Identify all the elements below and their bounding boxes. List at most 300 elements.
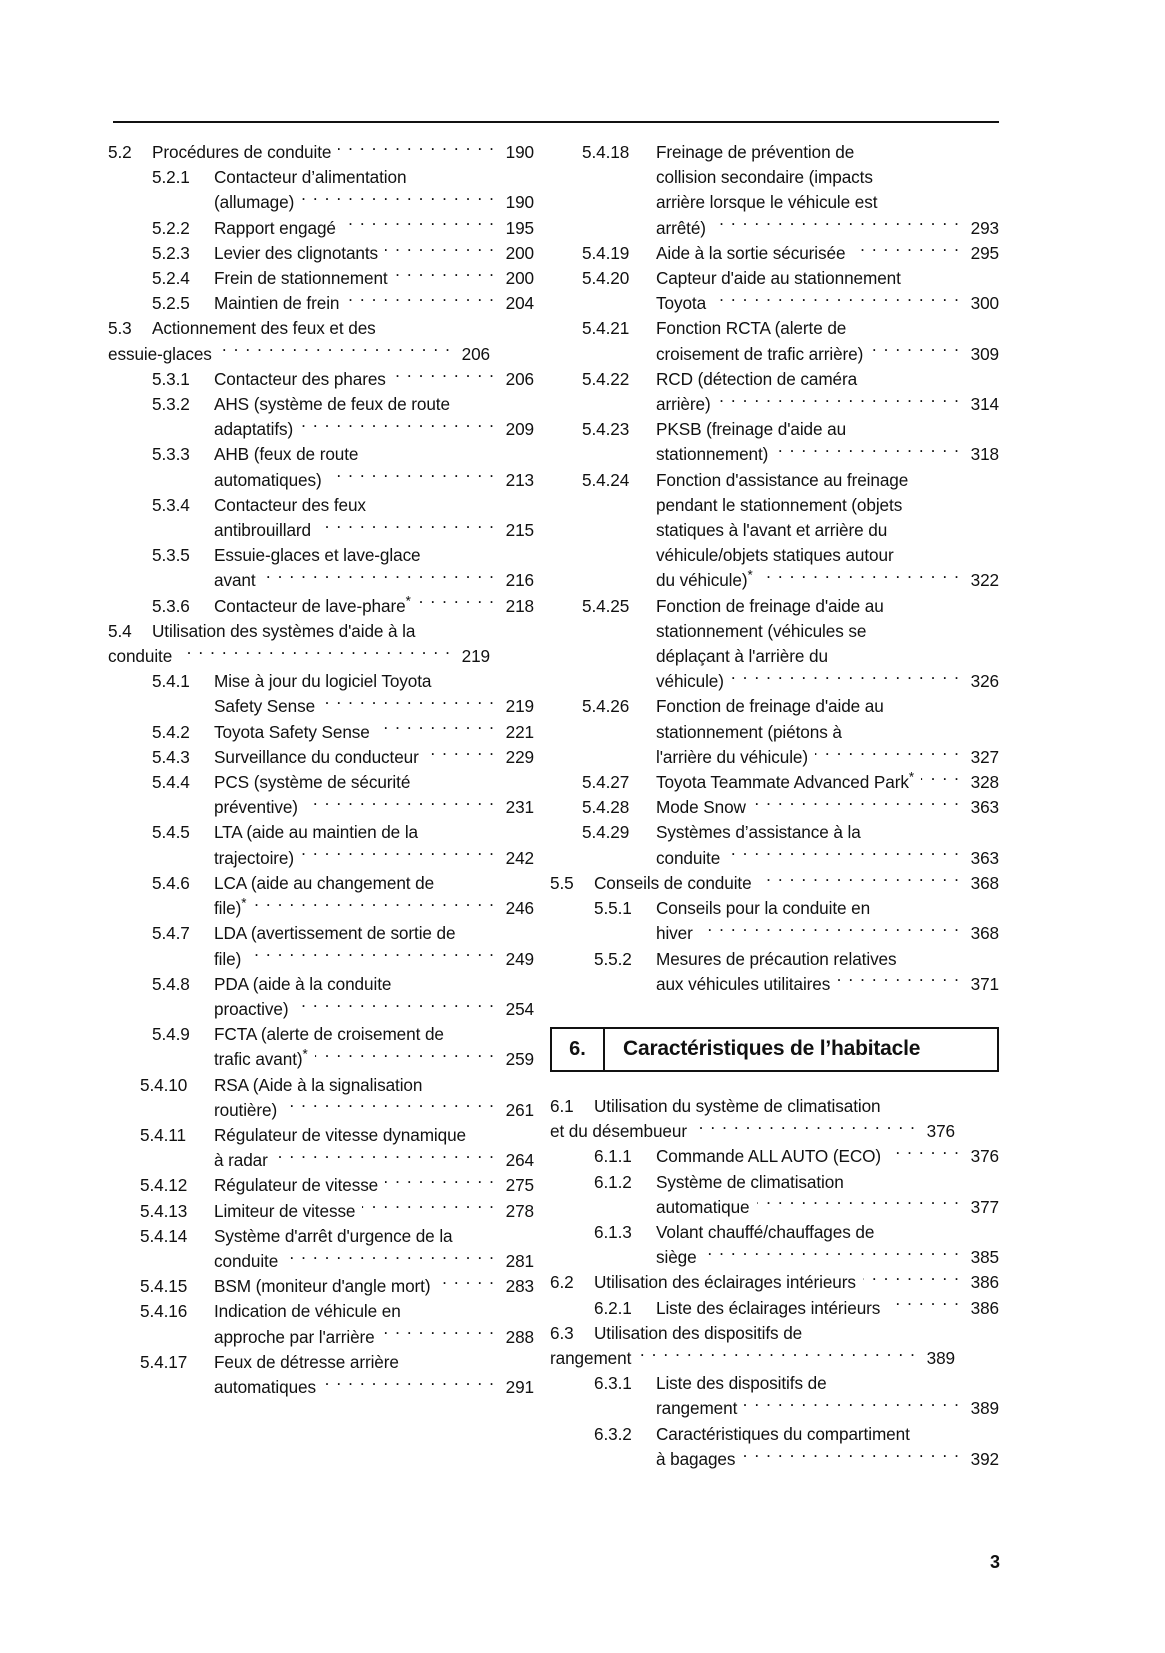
toc-entry-line	[214, 266, 534, 291]
toc-entry-text: Systèmes d’assistance à la	[656, 822, 861, 843]
toc-entry-text: Actionnement des feux et des	[152, 318, 376, 339]
toc-entry[interactable]	[108, 165, 534, 215]
toc-entry-text: automatiques)	[214, 469, 322, 490]
toc-entry-line	[152, 140, 534, 165]
toc-entry-body	[214, 770, 534, 820]
toc-entry[interactable]	[108, 745, 534, 770]
toc-entry-line	[656, 770, 999, 795]
dot-leader	[700, 922, 960, 939]
toc-entry-line	[656, 342, 999, 367]
toc-entry-number: 5.4.23	[582, 419, 630, 440]
toc-entry[interactable]	[108, 241, 534, 266]
toc-entry-text: Surveillance du conducteur	[214, 746, 419, 767]
toc-entry-text: préventive)	[214, 797, 298, 818]
toc-entry-page-number: 300	[970, 293, 999, 314]
toc-entry-number: 5.4.8	[152, 973, 190, 994]
toc-entry[interactable]	[108, 820, 534, 870]
toc-entry-number: 5.4.15	[140, 1276, 188, 1297]
dot-leader	[301, 191, 495, 208]
toc-entry-number: 5.4.22	[582, 368, 630, 389]
toc-entry[interactable]	[550, 594, 999, 695]
dot-leader	[343, 216, 495, 233]
toc-entry-line	[214, 216, 534, 241]
toc-entry-line	[214, 669, 534, 694]
toc-entry-number: 5.4.21	[582, 318, 630, 339]
toc-entry-line	[656, 1144, 999, 1169]
toc-entry-page-number: 326	[970, 671, 999, 692]
toc-entry[interactable]	[550, 871, 999, 896]
toc-entry-number: 6.2	[550, 1272, 574, 1293]
page-number-folio: 3	[989, 1552, 1000, 1572]
toc-entry-line	[214, 997, 534, 1022]
toc-entry-line	[214, 1022, 534, 1047]
toc-entry-body	[656, 795, 999, 820]
toc-entry-line	[550, 1119, 955, 1144]
toc-entry-text: Fonction RCTA (alerte de	[656, 318, 847, 339]
toc-entry-line	[214, 1274, 534, 1299]
toc-entry-text: avant	[214, 570, 256, 591]
dot-leader	[346, 292, 495, 309]
toc-entry-line	[152, 619, 534, 644]
toc-entry-text: Utilisation des systèmes d'aide à la	[152, 620, 416, 641]
toc-entry[interactable]	[108, 442, 534, 492]
toc-entry-number: 5.4.17	[140, 1351, 188, 1372]
toc-entry-body	[214, 669, 534, 719]
toc-entry[interactable]	[550, 770, 999, 795]
toc-entry-number: 6.1.1	[594, 1146, 632, 1167]
toc-entry-body	[214, 1299, 534, 1349]
toc-entry-text: véhicule/objets statiques autour	[656, 545, 894, 566]
toc-entry[interactable]	[550, 1220, 999, 1270]
dot-leader	[731, 670, 960, 687]
toc-entry-line	[214, 1199, 534, 1224]
toc-entry-page-number: 281	[505, 1250, 534, 1271]
toc-entry-text: croisement de trafic arrière)	[656, 343, 864, 364]
toc-entry[interactable]	[550, 1270, 999, 1295]
toc-entry-page-number: 318	[970, 444, 999, 465]
toc-entry-body	[214, 442, 534, 492]
toc-entry-number: 5.3.6	[152, 595, 190, 616]
toc-entry-line	[656, 543, 999, 568]
toc-right-chapter6	[550, 1094, 999, 1472]
toc-entry-text: Toyota	[656, 293, 707, 314]
toc-entry-text: rangement	[550, 1347, 632, 1368]
toc-entry-number: 6.3	[550, 1322, 574, 1343]
toc-entry-page-number: 219	[461, 646, 490, 667]
toc-entry-text: trafic avant)*	[214, 1046, 308, 1070]
toc-entry-number: 5.4.26	[582, 696, 630, 717]
dot-leader	[713, 292, 960, 309]
toc-entry-line	[656, 493, 999, 518]
toc-entry-line	[656, 720, 999, 745]
toc-entry-line	[214, 291, 534, 316]
toc-entry-page-number: 229	[505, 746, 534, 767]
dot-leader	[744, 1397, 960, 1414]
toc-entry-line	[214, 921, 534, 946]
toc-entry[interactable]	[550, 1371, 999, 1421]
toc-entry[interactable]	[108, 1224, 534, 1274]
toc-entry-page-number: 261	[505, 1099, 534, 1120]
dot-leader	[385, 242, 495, 259]
header-rule	[113, 121, 999, 123]
toc-entry-text: Toyota Safety Sense	[214, 721, 370, 742]
toc-entry-body	[656, 1296, 999, 1321]
toc-entry-page-number: 200	[505, 242, 534, 263]
chapter-heading-box	[550, 1027, 999, 1072]
toc-entry-page-number: 190	[505, 192, 534, 213]
toc-entry-page-number: 376	[970, 1146, 999, 1167]
toc-entry-page-number: 309	[970, 343, 999, 364]
toc-entry-body	[214, 493, 534, 543]
toc-entry-line	[656, 468, 999, 493]
toc-entry[interactable]	[550, 1296, 999, 1321]
dot-leader	[322, 695, 495, 712]
toc-entry-page-number: 218	[505, 595, 534, 616]
toc-entry-page-number: 219	[505, 696, 534, 717]
toc-entry[interactable]	[550, 795, 999, 820]
toc-entry-text: Contacteur des feux	[214, 494, 366, 515]
dot-leader	[377, 720, 495, 737]
toc-entry-text: l'arrière du véhicule)	[656, 746, 809, 767]
toc-entry-number: 5.4.5	[152, 822, 190, 843]
toc-entry-text: Caractéristiques du compartiment	[656, 1423, 910, 1444]
toc-entry[interactable]	[550, 468, 999, 594]
toc-entry[interactable]	[108, 594, 534, 619]
toc-entry[interactable]	[108, 392, 534, 442]
toc-entry-line	[214, 795, 534, 820]
toc-entry[interactable]	[108, 316, 534, 366]
toc-entry-line	[214, 518, 534, 543]
toc-entry-line	[656, 1245, 999, 1270]
chapter-title: Caractéristiques de l’habitacle	[623, 1037, 921, 1061]
toc-entry-page-number: 246	[505, 898, 534, 919]
toc-entry-body	[656, 694, 999, 770]
toc-entry-line	[214, 1047, 534, 1072]
toc-entry[interactable]	[108, 871, 534, 921]
toc-entry-line	[594, 1094, 999, 1119]
toc-entry-text: automatique	[656, 1196, 750, 1217]
toc-entry-line	[656, 1447, 999, 1472]
toc-entry-line	[214, 871, 534, 896]
toc-entry-number: 5.2.3	[152, 242, 190, 263]
dot-leader	[285, 1250, 495, 1267]
toc-entry-line	[214, 720, 534, 745]
toc-entry-line	[214, 1325, 534, 1350]
toc-entry-number: 5.4.3	[152, 746, 190, 767]
toc-entry-body	[656, 1144, 999, 1169]
toc-entry[interactable]	[108, 291, 534, 316]
toc-entry-text: stationnement)	[656, 444, 769, 465]
toc-entry-text: du véhicule)*	[656, 567, 753, 591]
toc-entry[interactable]	[108, 1274, 534, 1299]
toc-entry-number: 5.4.4	[152, 772, 190, 793]
toc-entry-page-number: 221	[505, 721, 534, 742]
toc-entry-text: siège	[656, 1247, 697, 1268]
toc-entry-page-number: 206	[461, 343, 490, 364]
toc-entry-text: antibrouillard	[214, 520, 312, 541]
toc-entry[interactable]	[108, 770, 534, 820]
toc-entry-text: rangement	[656, 1398, 738, 1419]
toc-entry[interactable]	[108, 367, 534, 392]
toc-entry-line	[656, 972, 999, 997]
toc-entry-text: Système d'arrêt d'urgence de la	[214, 1225, 453, 1246]
toc-entry[interactable]	[108, 1199, 534, 1224]
toc-entry-text: LTA (aide au maintien de la	[214, 822, 418, 843]
toc-entry[interactable]	[108, 1173, 534, 1198]
toc-entry-page-number: 368	[970, 923, 999, 944]
dot-leader	[704, 1246, 960, 1263]
toc-entry-page-number: 371	[970, 973, 999, 994]
toc-entry-number: 6.3.1	[594, 1373, 632, 1394]
toc-entry[interactable]	[108, 669, 534, 719]
toc-entry-page-number: 215	[505, 520, 534, 541]
toc-entry-body	[656, 417, 999, 467]
toc-entry-text: et du désembueur	[550, 1121, 687, 1142]
toc-entry-body	[656, 594, 999, 695]
toc-entry-line	[656, 896, 999, 921]
toc-entry-line	[214, 745, 534, 770]
toc-entry[interactable]	[550, 241, 999, 266]
toc-entry-body	[214, 165, 534, 215]
dot-leader	[888, 1145, 960, 1162]
toc-entry[interactable]	[108, 266, 534, 291]
toc-entry-text: Fonction de freinage d'aide au	[656, 696, 884, 717]
toc-entry-text: Utilisation des éclairages intérieurs	[594, 1272, 856, 1293]
toc-entry-page-number: 386	[970, 1272, 999, 1293]
toc-entry-body	[656, 241, 999, 266]
toc-entry-text: (allumage)	[214, 192, 295, 213]
toc-entry-body	[214, 1123, 534, 1173]
dot-leader	[179, 645, 451, 662]
toc-entry-text: hiver	[656, 923, 693, 944]
toc-entry[interactable]	[108, 1073, 534, 1123]
toc-entry[interactable]	[550, 1144, 999, 1169]
toc-entry-text: PKSB (freinage d'aide au	[656, 419, 847, 440]
toc-entry-text: Utilisation du système de climatisation	[594, 1095, 881, 1116]
toc-entry[interactable]	[550, 316, 999, 366]
toc-entry-number: 5.2.5	[152, 293, 190, 314]
toc-entry-text: Volant chauffé/chauffages de	[656, 1221, 875, 1242]
toc-entry[interactable]	[108, 1022, 534, 1072]
footnote-asterisk-icon: *	[747, 567, 753, 583]
toc-entry[interactable]	[108, 1299, 534, 1349]
toc-entry-number: 5.3.5	[152, 545, 190, 566]
toc-entry[interactable]	[108, 493, 534, 543]
toc-entry-page-number: 322	[970, 570, 999, 591]
toc-entry-body	[214, 241, 534, 266]
toc-entry-text: routière)	[214, 1099, 278, 1120]
toc-entry-number: 5.4.28	[582, 797, 630, 818]
toc-entry[interactable]	[550, 947, 999, 997]
toc-entry-page-number: 264	[505, 1150, 534, 1171]
toc-entry[interactable]	[550, 1422, 999, 1472]
toc-entry[interactable]	[108, 921, 534, 971]
toc-entry-line	[656, 846, 999, 871]
toc-entry-number: 5.3	[108, 318, 132, 339]
toc-entry[interactable]	[550, 1321, 999, 1371]
toc-entry-number: 5.2.1	[152, 167, 190, 188]
toc-entry-body	[656, 140, 999, 241]
toc-entry-text: Fonction de freinage d'aide au	[656, 595, 884, 616]
toc-entry-text: automatiques	[214, 1376, 316, 1397]
dot-leader	[759, 872, 960, 889]
dot-leader	[382, 1325, 495, 1342]
toc-entry-text: FCTA (alerte de croisement de	[214, 1024, 444, 1045]
toc-entry-page-number: 376	[926, 1121, 955, 1142]
toc-entry-body	[656, 1371, 999, 1421]
toc-entry-text: Système de climatisation	[656, 1171, 844, 1192]
dot-leader	[426, 746, 495, 763]
dot-leader	[718, 393, 960, 410]
toc-entry-line	[656, 266, 999, 291]
toc-entry-line	[656, 594, 999, 619]
toc-entry-line	[656, 316, 999, 341]
toc-entry-number: 5.4.1	[152, 671, 190, 692]
dot-leader	[418, 594, 495, 611]
toc-entry-text: conduite	[656, 847, 721, 868]
toc-entry-line	[656, 241, 999, 266]
toc-entry-text: Indication de véhicule en	[214, 1301, 401, 1322]
toc-entry-page-number: 195	[505, 217, 534, 238]
dot-leader	[742, 1448, 960, 1465]
toc-entry-line	[214, 820, 534, 845]
toc-entry-line	[214, 241, 534, 266]
toc-entry[interactable]	[108, 972, 534, 1022]
toc-entry-number: 5.4.7	[152, 923, 190, 944]
toc-entry[interactable]	[550, 694, 999, 770]
toc-entry[interactable]	[108, 216, 534, 241]
toc-entry-line	[214, 392, 534, 417]
toc-entry-line	[214, 1173, 534, 1198]
toc-entry-page-number: 363	[970, 847, 999, 868]
toc-entry-text: LCA (aide au changement de	[214, 872, 435, 893]
toc-entry-page-number: 259	[505, 1049, 534, 1070]
toc-entry-body	[594, 1270, 999, 1295]
toc-entry[interactable]	[550, 266, 999, 316]
toc-entry-text: Mode Snow	[656, 797, 746, 818]
toc-entry-number: 6.1.3	[594, 1221, 632, 1242]
toc-entry-page-number: 291	[505, 1376, 534, 1397]
toc-entry-line	[214, 1098, 534, 1123]
toc-entry-page-number: 368	[970, 872, 999, 893]
toc-entry-text: PCS (système de sécurité	[214, 772, 411, 793]
toc-entry-line	[214, 1299, 534, 1324]
toc-entry-body	[214, 543, 534, 593]
toc-entry[interactable]	[108, 619, 534, 669]
dot-leader	[253, 897, 495, 914]
toc-entry-page-number: 213	[505, 469, 534, 490]
toc-entry-body	[214, 594, 534, 619]
toc-entry-line	[656, 165, 999, 190]
toc-entry[interactable]	[550, 140, 999, 241]
toc-entry[interactable]	[108, 140, 534, 165]
toc-entry-page-number: 283	[505, 1276, 534, 1297]
toc-entry-line	[214, 367, 534, 392]
toc-entry-text: RSA (Aide à la signalisation	[214, 1074, 423, 1095]
toc-entry-text: Utilisation des dispositifs de	[594, 1322, 803, 1343]
toc-entry-text: arrêté)	[656, 217, 706, 238]
toc-entry-line	[214, 694, 534, 719]
toc-entry-number: 6.2.1	[594, 1297, 632, 1318]
toc-entry-number: 5.4.19	[582, 242, 630, 263]
dot-leader	[318, 519, 495, 536]
dot-leader	[393, 368, 495, 385]
toc-entry[interactable]	[550, 417, 999, 467]
toc-entry-body	[656, 1422, 999, 1472]
toc-entry-line	[594, 1270, 999, 1295]
toc-entry-number: 5.4.16	[140, 1301, 188, 1322]
dot-leader	[638, 1347, 916, 1364]
dot-leader	[437, 1275, 495, 1292]
toc-entry-text: Fonction d'assistance au freinage	[656, 469, 909, 490]
dot-leader	[219, 342, 451, 359]
toc-entry[interactable]	[550, 896, 999, 946]
toc-entry-number: 5.4	[108, 620, 132, 641]
toc-entry-line	[214, 594, 534, 619]
toc-entry-body	[214, 266, 534, 291]
toc-entry-body	[656, 1220, 999, 1270]
toc-entry-body	[214, 1274, 534, 1299]
toc-entry-number: 6.1	[550, 1095, 574, 1116]
toc-entry-line	[152, 316, 534, 341]
dot-leader	[329, 468, 495, 485]
toc-entry[interactable]	[550, 820, 999, 870]
toc-entry[interactable]	[550, 1170, 999, 1220]
toc-entry[interactable]	[108, 543, 534, 593]
toc-entry-text: Safety Sense	[214, 696, 316, 717]
toc-entry-number: 5.4.2	[152, 721, 190, 742]
toc-entry-line	[656, 518, 999, 543]
toc-entry-line	[214, 1375, 534, 1400]
toc-entry-line	[594, 871, 999, 896]
toc-entry-page-number: 385	[970, 1247, 999, 1268]
toc-entry-number: 5.4.6	[152, 872, 190, 893]
footnote-asterisk-icon: *	[302, 1046, 308, 1062]
dot-leader	[284, 1099, 495, 1116]
toc-entry-body	[594, 871, 999, 896]
toc-entry-number: 5.3.2	[152, 394, 190, 415]
toc-entry-line	[656, 669, 999, 694]
toc-entry-line	[214, 1148, 534, 1173]
toc-entry-page-number: 190	[505, 142, 534, 162]
toc-entry-text: trajectoire)	[214, 847, 294, 868]
toc-entry[interactable]	[108, 1123, 534, 1173]
toc-entry-line	[214, 947, 534, 972]
toc-entry[interactable]	[108, 1350, 534, 1400]
toc-entry-line	[656, 367, 999, 392]
toc-entry-text: Liste des dispositifs de	[656, 1373, 827, 1394]
dot-leader	[760, 569, 960, 586]
toc-entry-text: Rapport engagé	[214, 217, 336, 238]
toc-entry-number: 5.4.29	[582, 822, 630, 843]
toc-entry-number: 5.2.2	[152, 217, 190, 238]
toc-entry-body	[214, 745, 534, 770]
toc-entry-text: Capteur d'aide au stationnement	[656, 268, 901, 289]
dot-leader	[315, 1048, 495, 1065]
toc-entry-line	[656, 947, 999, 972]
toc-entry-number: 5.5.2	[594, 948, 632, 969]
toc-entry[interactable]	[550, 367, 999, 417]
toc-entry[interactable]	[108, 720, 534, 745]
toc-entry-number: 5.5	[550, 872, 574, 893]
toc-entry-number: 5.2	[108, 142, 132, 162]
toc-entry-line	[656, 291, 999, 316]
toc-entry-text: Régulateur de vitesse dynamique	[214, 1124, 467, 1145]
toc-entry-body	[656, 947, 999, 997]
toc-entry[interactable]	[550, 1094, 999, 1144]
toc-entry-line	[656, 1170, 999, 1195]
toc-entry-text: Procédures de conduite	[152, 142, 332, 162]
